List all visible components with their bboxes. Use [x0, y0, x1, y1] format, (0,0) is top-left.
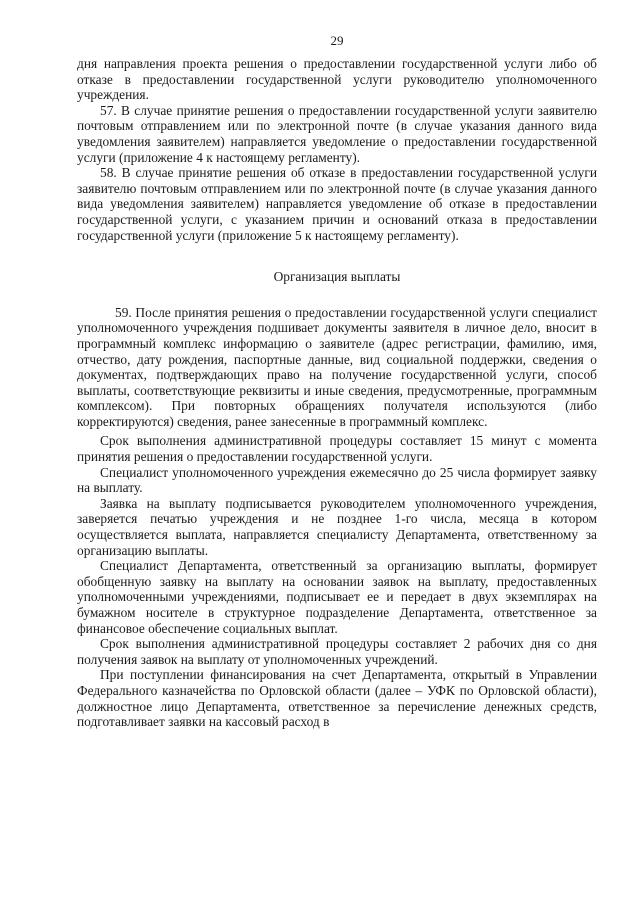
paragraph-monthly-request: Специалист уполномоченного учреждения ежемесячно до 25 числа формирует заявку на выплату. [77, 464, 597, 496]
page-number: 29 [330, 33, 344, 48]
paragraph-funding: При поступлении финансирования на счет Департамента, открытый в Управлении Федерального казначейства по Орловской области (далее – УФК по Орловской области), должностное лицо Департамента, ответственное за перечисление денежных средств, подготавливает заявки на кассовый расход в [77, 667, 597, 730]
section-heading: Организация выплаты [273, 269, 401, 285]
document-page [77, 34, 597, 730]
paragraph-term-2-days: Срок выполнения административной процедуры составляет 2 рабочих дня со дня получения заявок на выплату от уполномоченных учреждений. [77, 636, 597, 667]
paragraph-58: 58. В случае принятие решения об отказе в предоставлении государственной услуги заявителю почтовым отправлением или по электронной почте (в случае указания данного вида уведомления заявителем) направляется уведомление об отказе в предоставлении государственной услуги, с указанием причин и оснований отказа в предоставлении государственной услуги (приложение 5 к настоящему регламенту). [77, 165, 597, 243]
paragraph-57: 57. В случае принятие решения о предоставлении государственной услуги заявителю почтовым отправлением или по электронной почте (в случае указания данного вида уведомления заявителем) направляется уведомление о предоставлении государственной услуги (приложение 4 к настоящему регламенту). [77, 102, 597, 165]
paragraph-59: 59. После принятия решения о предоставлении государственной услуги специалист уполномоченного учреждения подшивает документы заявителя в личное дело, вносит в программный комплекс информацию о заявителе (адрес регистрации, фамилию, имя, отчество, дату рождения, паспортные данные, вид социальной поддержки, сведения о документах, подтверждающих право на получение государственной услуги, способ выплаты, соответствующие реквизиты и иные сведения, предусмотренные, программным комплексом). При повторных обращениях получателя используются (либо корректируются) сведения, ранее занесенные в программный комплекс. [77, 304, 597, 429]
paragraph-continuation: дня направления проекта решения о предоставлении государственной услуги либо об отказе в предоставлении государственной услуги руководителю уполномоченного учреждения. [77, 56, 597, 103]
paragraph-request-signed: Заявка на выплату подписывается руководителем уполномоченного учреждения, заверяется печатью учреждения и не позднее 1-го числа, месяца в котором осуществляется выплата, направляется специалисту Департамента, ответственному за организацию выплаты. [77, 495, 597, 558]
paragraph-department-specialist: Специалист Департамента, ответственный за организацию выплаты, формирует обобщенную заявку на выплату на основании заявок на выплату, предоставленных уполномоченными учреждениями, подписывает ее и передает в двух экземплярах на бумажном носителе в структурное подразделение Департамента, ответственное за финансовое обеспечение социальных выплат. [77, 558, 597, 636]
paragraph-term-15-min: Срок выполнения административной процедуры составляет 15 минут с момента принятия решения о предоставлении государственной услуги. [77, 433, 597, 465]
